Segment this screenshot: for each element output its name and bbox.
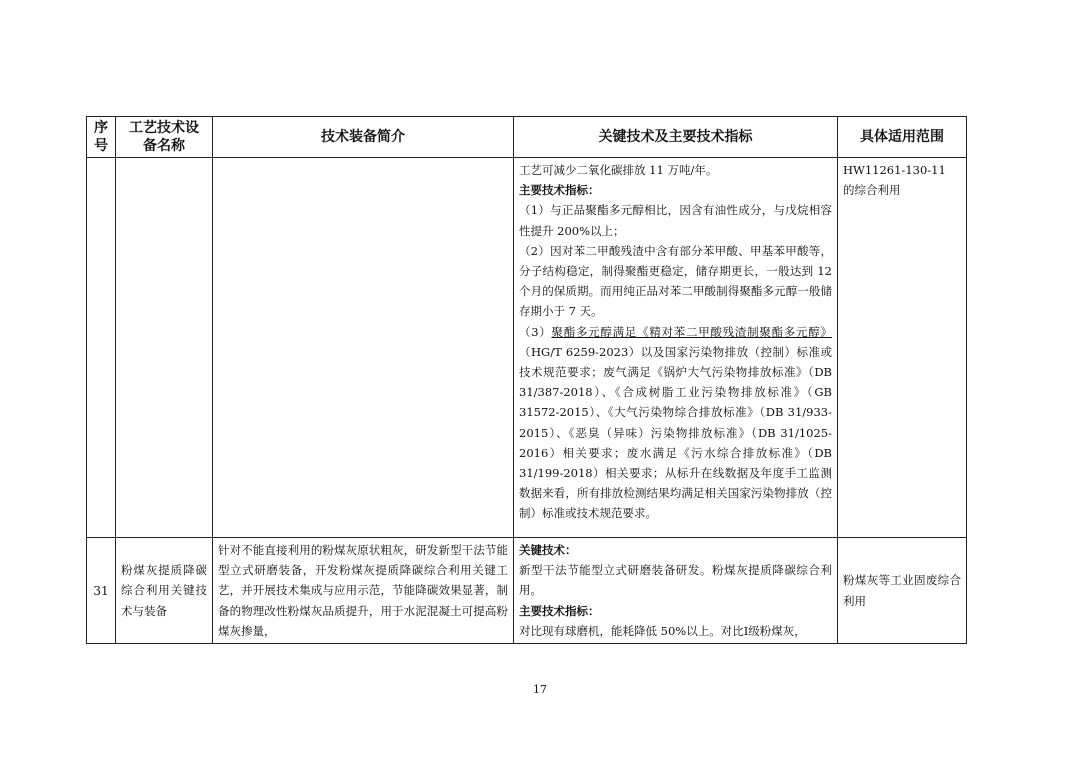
key-tech-heading-31: 关键技术：: [519, 543, 577, 557]
table-row-31: [87, 538, 967, 644]
header-introduction: 技术装备简介: [213, 117, 514, 158]
key-indicators-heading: 主要技术指标：: [519, 183, 600, 198]
key-indicators-text-31: 对比现有球磨机，能耗降低 50%以上。对比I级粉煤灰，: [519, 623, 806, 638]
header-serial-number: 序 号: [87, 117, 116, 158]
cell-name-31: [116, 538, 213, 644]
cell-serial-empty: [87, 158, 116, 538]
table-header-row: [87, 117, 967, 158]
cell-application-scope-31: [838, 538, 967, 644]
key-indicator-3-standard-link: 聚酯多元醇满足《精对苯二甲酸残渣制聚酯多元醇》: [551, 324, 832, 339]
key-indicator-2: （2）因对苯二甲酸残渣中含有部分苯甲酸、甲基苯甲酸等，分子结构稳定，制得聚酯更稳定，储存期更长，一般达到 12 个月的保质期。而用纯正品对苯二甲酸制得聚酯多元醇一般储存期小于 7 天。: [519, 243, 836, 319]
key-indicator-3-rest: （HG/T 6259-2023）以及国家污染物排放（控制）标准或技术规范要求；废气满足《锅炉大气污染物排放标准》（DB 31/387-2018）、《合成树脂工业污染物排放标准》（GB 31572-2015）、《大气污染物综合排放标准》（DB 31/933-2015）、《恶臭（异味）污染物排放标准》（DB 31/1025-2016）相关要求；废水满足《污水综合排放标准》（DB 31/199-2018）相关要求；从标升在线数据及年度手工监测数据来看，所有排放检测结果均满足相关国家污染物排放（控制）标准或技术规范要求。: [519, 344, 836, 521]
cell-intro-empty: [213, 158, 514, 538]
cell-key-technology: [514, 158, 838, 538]
key-indicators-heading-31: 主要技术指标：: [519, 603, 600, 618]
cell-intro-31: [213, 538, 514, 644]
key-line-emission: 工艺可减少二氧化碳排放 11 万吨/年。: [519, 163, 718, 177]
technology-table: [86, 116, 967, 644]
cell-name-empty: [116, 158, 213, 538]
technology-name-31: 粉煤灰提质降碳综合利用关键技术与装备: [121, 563, 207, 618]
key-indicator-1: （1）与正品聚酯多元醇相比，因含有油性成分，与戊烷相容性提升 200%以上；: [519, 203, 832, 238]
header-technology-name: 工艺技术设 备名称: [116, 117, 213, 158]
key-tech-text-31: 新型干法节能型立式研磨装备研发。粉煤灰提质降碳综合利用。: [519, 563, 832, 598]
scope-text: HW11261-130-11 的综合利用: [843, 163, 946, 198]
header-key-technology: 关键技术及主要技术指标: [514, 117, 838, 158]
page-number: 17: [533, 683, 547, 696]
header-application-scope: 具体适用范围: [838, 117, 967, 158]
table-row-continued: [87, 158, 967, 538]
key-indicator-3-prefix: （3）: [519, 324, 552, 339]
scope-31: 粉煤灰等工业固废综合利用: [843, 573, 961, 608]
cell-key-technology-31: [514, 538, 838, 644]
cell-serial-31: 31: [87, 538, 116, 644]
introduction-31: 针对不能直接利用的粉煤灰原状粗灰，研发新型干法节能型立式研磨装备，开发粉煤灰提质降碳综合利用关键工艺，并开展技术集成与应用示范，节能降碳效果显著，制备的物理改性粉煤灰品质提升，用于水泥混凝土可提高粉煤灰掺量，: [218, 543, 508, 638]
key-technology-text: [514, 158, 837, 526]
cell-application-scope: [838, 158, 967, 538]
key-technology-31: [514, 538, 837, 643]
